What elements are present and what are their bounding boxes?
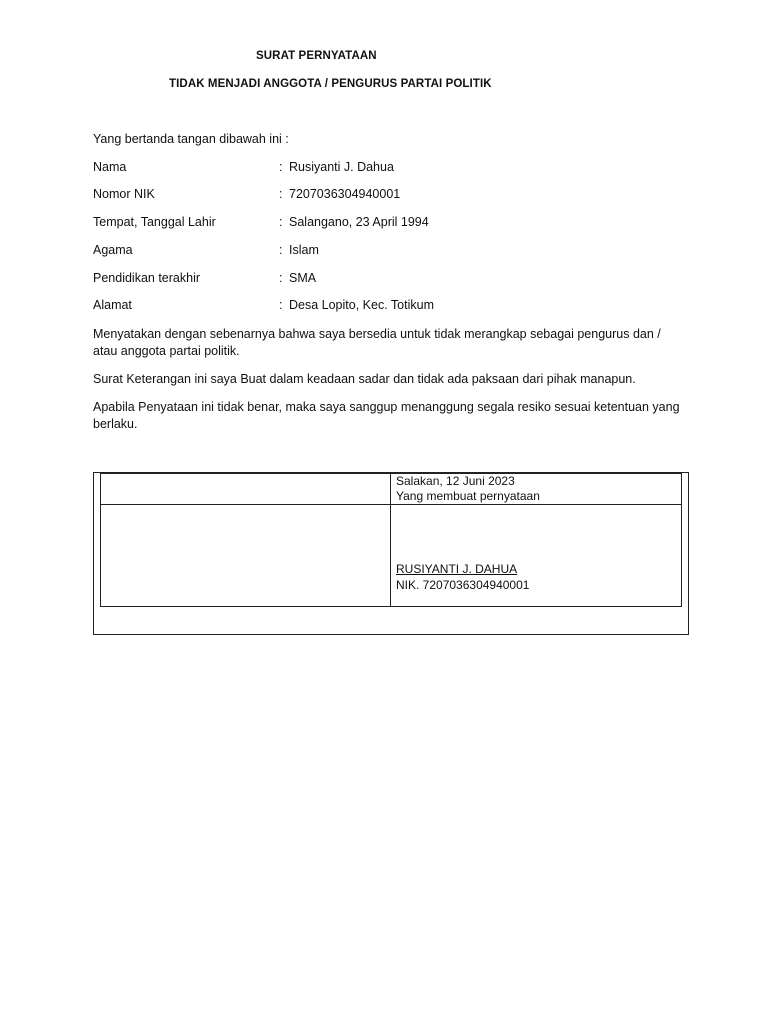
table-divider-vertical xyxy=(390,474,391,606)
signature-name: RUSIYANTI J. DAHUA xyxy=(396,562,518,576)
field-value: Salangano, 23 April 1994 xyxy=(289,215,429,229)
field-colon: : xyxy=(279,187,283,201)
field-value: Rusiyanti J. Dahua xyxy=(289,160,394,174)
field-value: SMA xyxy=(289,271,317,285)
signature-nik: NIK. 7207036304940001 xyxy=(396,578,530,592)
table-divider-horizontal xyxy=(101,504,681,505)
field-colon: : xyxy=(279,298,283,312)
field-colon: : xyxy=(279,160,283,174)
field-colon: : xyxy=(279,243,283,257)
field-label: Tempat, Tanggal Lahir xyxy=(93,215,216,229)
field-colon: : xyxy=(279,215,283,229)
signature-place-date: Salakan, 12 Juni 2023 xyxy=(396,474,515,488)
field-colon: : xyxy=(279,271,283,285)
field-value: Islam xyxy=(289,243,319,257)
signature-role: Yang membuat pernyataan xyxy=(396,489,540,503)
field-label: Nomor NIK xyxy=(93,187,155,201)
field-label: Pendidikan terakhir xyxy=(93,271,201,285)
statement-paragraph: Surat Keterangan ini saya Buat dalam keadaan sadar dan tidak ada paksaan dari pihak manapun. xyxy=(93,372,636,386)
intro-text: Yang bertanda tangan dibawah ini : xyxy=(93,132,289,146)
statement-paragraph: Apabila Penyataan ini tidak benar, maka saya sanggup menanggung segala resiko sesuai ketentuan yang berlaku. xyxy=(93,400,680,431)
field-label: Agama xyxy=(93,243,133,257)
field-value: 7207036304940001 xyxy=(289,187,401,201)
statement-paragraph: Menyatakan dengan sebenarnya bahwa saya bersedia untuk tidak merangkap sebagai pengurus dan / atau anggota partai politik. xyxy=(93,327,661,358)
signature-table xyxy=(100,473,682,607)
document-subtitle: TIDAK MENJADI ANGGOTA / PENGURUS PARTAI POLITIK xyxy=(169,78,492,90)
field-label: Nama xyxy=(93,160,127,174)
document-title: SURAT PERNYATAAN xyxy=(256,50,377,62)
field-value: Desa Lopito, Kec. Totikum xyxy=(289,298,434,312)
field-label: Alamat xyxy=(93,298,132,312)
